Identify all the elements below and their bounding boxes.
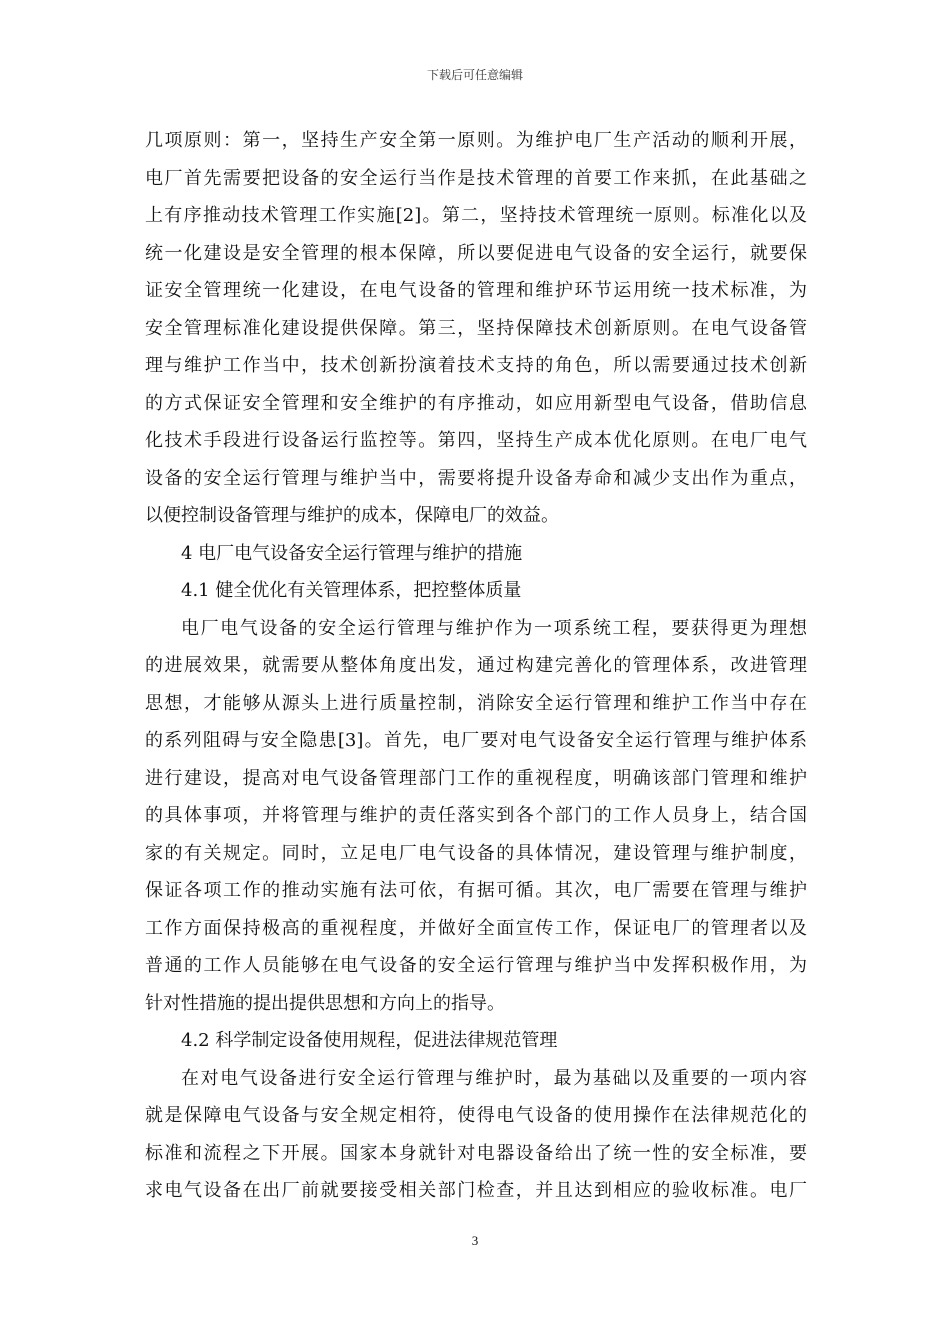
text-line: 化技术手段进行设备运行监控等。第四，坚持生产成本优化原则。在电厂电气 — [145, 430, 807, 451]
document-body — [145, 122, 807, 1210]
section-heading-4-1: 4.1 健全优化有关管理体系，把控整体质量 — [181, 580, 522, 601]
text-line: 针对性措施的提出提供思想和方向上的指导。 — [145, 992, 505, 1014]
text-line: 设备的安全运行管理与维护当中，需要将提升设备寿命和减少支出作为重点， — [145, 467, 807, 489]
text-line: 电厂电气设备的安全运行管理与维护作为一项系统工程，要获得更为理想 — [181, 617, 807, 639]
paragraph-management-system — [145, 610, 807, 1023]
text-line: 电厂首先需要把设备的安全运行当作是技术管理的首要工作来抓，在此基础之 — [145, 167, 807, 189]
text-line: 以便控制设备管理与维护的成本，保障电厂的效益。 — [145, 505, 559, 526]
page-number: 3 — [471, 1233, 479, 1248]
text-line: 的系列阻碍与安全隐患[3]。首先，电厂要对电气设备安全运行管理与维护体系 — [145, 730, 807, 751]
text-line: 工作方面保持极高的重视程度，并做好全面宣传工作，保证电厂的管理者以及 — [145, 917, 807, 939]
text-line: 的方式保证安全管理和安全维护的有序推动，如应用新型电气设备，借助信息 — [145, 392, 807, 414]
text-line: 求电气设备在出厂前就要接受相关部门检查，并且达到相应的验收标准。电厂 — [145, 1180, 807, 1201]
text-line: 几项原则：第一，坚持生产安全第一原则。为维护电厂生产活动的顺利开展， — [145, 130, 807, 151]
text-line: 理与维护工作当中，技术创新扮演着技术支持的角色，所以需要通过技术创新 — [145, 355, 807, 376]
text-line: 的进展效果，就需要从整体角度出发，通过构建完善化的管理体系，改进管理 — [145, 655, 807, 676]
text-line: 安全管理标准化建设提供保障。第三，坚持保障技术创新原则。在电气设备管 — [145, 317, 807, 339]
section-heading-4-2: 4.2 科学制定设备使用规程，促进法律规范管理 — [181, 1030, 558, 1051]
text-line: 保证各项工作的推动实施有法可依，有据可循。其次，电厂需要在管理与维护 — [145, 880, 807, 901]
text-line: 标准和流程之下开展。国家本身就针对电器设备给出了统一性的安全标准，要 — [145, 1142, 807, 1164]
text-line: 家的有关规定。同时，立足电厂电气设备的具体情况，建设管理与维护制度， — [145, 842, 807, 864]
text-line: 在对电气设备进行安全运行管理与维护时，最为基础以及重要的一项内容 — [181, 1067, 807, 1089]
text-line: 的具体事项，并将管理与维护的责任落实到各个部门的工作人员身上，结合国 — [145, 805, 807, 826]
text-line: 普通的工作人员能够在电气设备的安全运行管理与维护当中发挥积极作用，为 — [145, 955, 807, 976]
page-header: 下载后可任意编辑 — [426, 68, 523, 82]
text-line: 证安全管理统一化建设，在电气设备的管理和维护环节运用统一技术标准，为 — [145, 280, 807, 301]
text-line: 上有序推动技术管理工作实施[2]。第二，坚持技术管理统一原则。标准化以及 — [145, 205, 807, 226]
paragraph-principles — [145, 122, 807, 535]
paragraph-usage-regulations — [145, 1060, 807, 1210]
text-line: 进行建设，提高对电气设备管理部门工作的重视程度，明确该部门管理和维护 — [145, 767, 807, 789]
text-line: 思想，才能够从源头上进行质量控制，消除安全运行管理和维护工作当中存在 — [145, 692, 807, 714]
text-line: 就是保障电气设备与安全规定相符，使得电气设备的使用操作在法律规范化的 — [145, 1105, 807, 1126]
section-heading-4: 4 电厂电气设备安全运行管理与维护的措施 — [181, 542, 523, 564]
text-line: 统一化建设是安全管理的根本保障，所以要促进电气设备的安全运行，就要保 — [145, 242, 807, 264]
